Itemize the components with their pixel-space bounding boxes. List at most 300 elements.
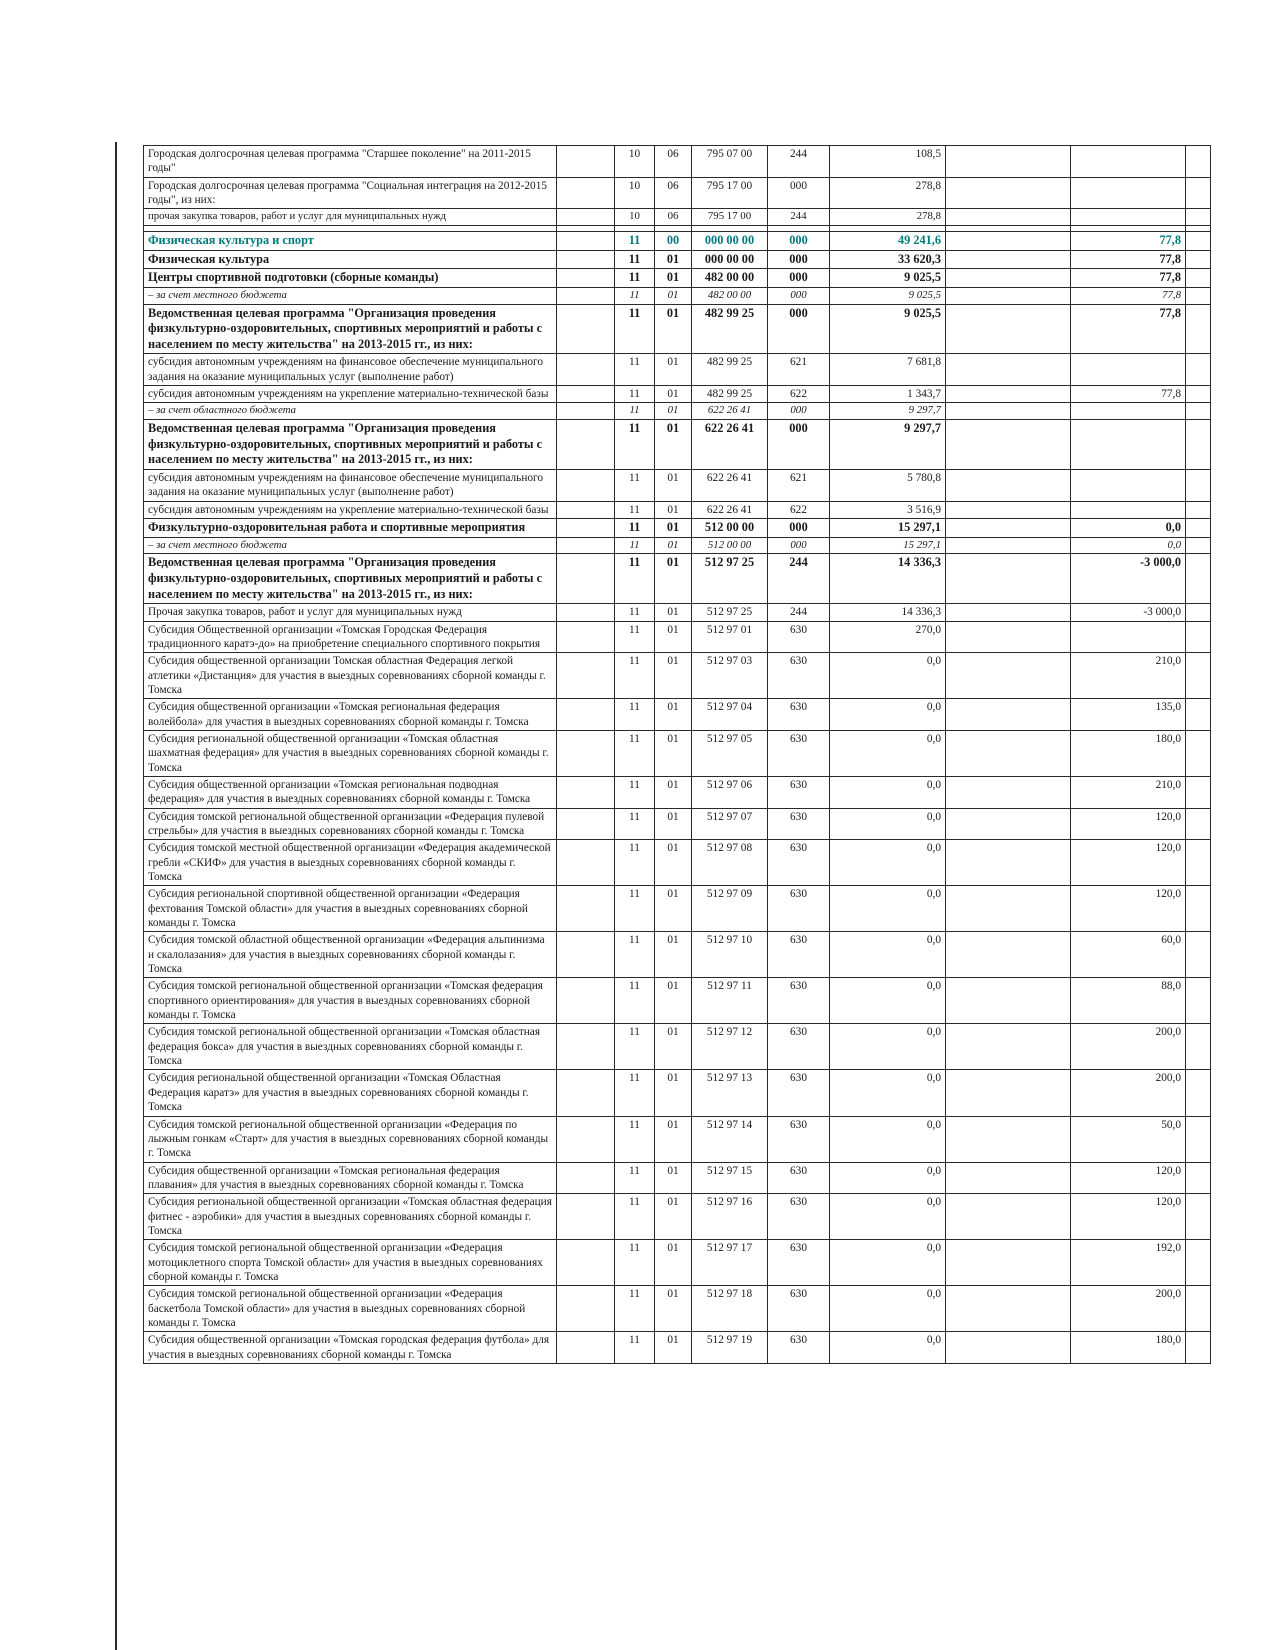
- cell-podrazdel: 01: [655, 386, 692, 403]
- cell-razdel: 11: [615, 840, 655, 886]
- cell-razdel: 10: [615, 177, 655, 209]
- table-row: [144, 1162, 1211, 1194]
- cell-blank: [557, 470, 615, 502]
- cell-cutoff: [1186, 146, 1211, 178]
- cell-expense-type: 630: [768, 808, 830, 840]
- table-row: [144, 177, 1211, 209]
- cell-razdel: 11: [615, 537, 655, 554]
- cell-razdel: 11: [615, 699, 655, 731]
- cell-sum: 0,0: [830, 886, 946, 932]
- cell-name: – за счет областного бюджета: [144, 403, 557, 420]
- cell-sum-change: [1071, 146, 1186, 178]
- cell-sum: 270,0: [830, 621, 946, 653]
- cell-podrazdel: 06: [655, 177, 692, 209]
- cell-sum-change: 180,0: [1071, 730, 1186, 776]
- cell-cutoff: [1186, 621, 1211, 653]
- cell-blank: [946, 699, 1071, 731]
- cell-blank: [557, 730, 615, 776]
- table-row: [144, 554, 1211, 604]
- cell-cutoff: [1186, 209, 1211, 226]
- table-row: [144, 730, 1211, 776]
- cell-expense-type: 630: [768, 1240, 830, 1286]
- cell-podrazdel: 01: [655, 1024, 692, 1070]
- cell-target-code: 512 97 14: [692, 1116, 768, 1162]
- cell-blank: [946, 519, 1071, 538]
- budget-table-body: [144, 146, 1211, 1364]
- budget-table-container: [143, 145, 1210, 1364]
- cell-sum-change: 77,8: [1071, 304, 1186, 354]
- cell-razdel: 11: [615, 1116, 655, 1162]
- cell-name: Субсидия региональной общественной организации «Томская областная шахматная федерация» для участия в выездных соревнованиях сборной команды г. Томска: [144, 730, 557, 776]
- cell-name: Физическая культура: [144, 250, 557, 269]
- cell-name: Субсидия общественной организации «Томская городская федерация футбола» для участия в выездных соревнованиях сборной команды г. Томска: [144, 1332, 557, 1364]
- cell-sum: 278,8: [830, 177, 946, 209]
- cell-name: Субсидия общественной организации «Томская региональная федерация плавания» для участия в выездных соревнованиях сборной команды г. Томска: [144, 1162, 557, 1194]
- cell-blank: [946, 776, 1071, 808]
- cell-cutoff: [1186, 1070, 1211, 1116]
- table-row: [144, 1286, 1211, 1332]
- cell-blank: [946, 1070, 1071, 1116]
- cell-blank: [946, 808, 1071, 840]
- cell-razdel: 11: [615, 1024, 655, 1070]
- cell-cutoff: [1186, 386, 1211, 403]
- table-row: [144, 653, 1211, 699]
- cell-target-code: 512 97 17: [692, 1240, 768, 1286]
- cell-podrazdel: 01: [655, 470, 692, 502]
- table-row: [144, 501, 1211, 518]
- cell-blank: [946, 730, 1071, 776]
- cell-cutoff: [1186, 653, 1211, 699]
- table-row: [144, 978, 1211, 1024]
- table-row: [144, 932, 1211, 978]
- cell-razdel: 11: [615, 1162, 655, 1194]
- cell-target-code: 512 97 03: [692, 653, 768, 699]
- cell-target-code: 622 26 41: [692, 470, 768, 502]
- cell-name: Ведомственная целевая программа "Организация проведения физкультурно-оздоровительных, спортивных мероприятий и работы с населением по месту жительства" на 2013-2015 гг., из них:: [144, 554, 557, 604]
- cell-expense-type: 630: [768, 1162, 830, 1194]
- cell-razdel: 10: [615, 209, 655, 226]
- cell-blank: [946, 146, 1071, 178]
- table-row: [144, 470, 1211, 502]
- cell-razdel: 11: [615, 250, 655, 269]
- cell-sum-change: 50,0: [1071, 1116, 1186, 1162]
- cell-cutoff: [1186, 886, 1211, 932]
- cell-blank: [946, 386, 1071, 403]
- cell-sum: 0,0: [830, 1162, 946, 1194]
- cell-cutoff: [1186, 537, 1211, 554]
- cell-name: субсидия автономным учреждениям на укрепление материально-технической базы: [144, 501, 557, 518]
- cell-blank: [557, 354, 615, 386]
- cell-name: Субсидия томской региональной общественной организации «Федерация мотоциклетного спорта Томской области» для участия в выездных соревнованиях сборной команды г. Томска: [144, 1240, 557, 1286]
- cell-blank: [557, 1240, 615, 1286]
- cell-name: Субсидия региональной общественной организации «Томская областная федерация фитнес - аэробики» для участия в выездных соревнованиях сборной команды г. Томска: [144, 1194, 557, 1240]
- cell-sum-change: 135,0: [1071, 699, 1186, 731]
- cell-sum-change: 200,0: [1071, 1024, 1186, 1070]
- table-row: [144, 146, 1211, 178]
- cell-target-code: 512 97 25: [692, 604, 768, 621]
- cell-blank: [946, 1286, 1071, 1332]
- cell-podrazdel: 01: [655, 1162, 692, 1194]
- cell-razdel: 10: [615, 146, 655, 178]
- cell-blank: [946, 403, 1071, 420]
- cell-podrazdel: 01: [655, 519, 692, 538]
- cell-sum: 14 336,3: [830, 604, 946, 621]
- cell-podrazdel: 01: [655, 699, 692, 731]
- cell-target-code: 622 26 41: [692, 501, 768, 518]
- cell-blank: [946, 177, 1071, 209]
- cell-blank: [946, 932, 1071, 978]
- cell-sum-change: 77,8: [1071, 269, 1186, 288]
- cell-target-code: 512 97 09: [692, 886, 768, 932]
- cell-name: прочая закупка товаров, работ и услуг для муниципальных нужд: [144, 209, 557, 226]
- cell-razdel: 11: [615, 420, 655, 470]
- cell-name: Городская долгосрочная целевая программа "Старшее поколение" на 2011-2015 годы": [144, 146, 557, 178]
- cell-blank: [557, 250, 615, 269]
- cell-blank: [557, 886, 615, 932]
- cell-podrazdel: 01: [655, 604, 692, 621]
- cell-blank: [557, 501, 615, 518]
- cell-blank: [946, 287, 1071, 304]
- cell-razdel: 11: [615, 501, 655, 518]
- cell-target-code: 482 99 25: [692, 354, 768, 386]
- cell-blank: [557, 519, 615, 538]
- table-row: [144, 519, 1211, 538]
- cell-blank: [557, 604, 615, 621]
- cell-cutoff: [1186, 470, 1211, 502]
- cell-razdel: 11: [615, 1070, 655, 1116]
- cell-target-code: 512 97 13: [692, 1070, 768, 1116]
- cell-target-code: 512 97 12: [692, 1024, 768, 1070]
- cell-blank: [557, 554, 615, 604]
- budget-table: [143, 145, 1211, 1364]
- cell-razdel: 11: [615, 519, 655, 538]
- cell-blank: [557, 621, 615, 653]
- cell-cutoff: [1186, 604, 1211, 621]
- cell-blank: [946, 621, 1071, 653]
- cell-sum: 9 025,5: [830, 304, 946, 354]
- cell-sum: 9 297,7: [830, 403, 946, 420]
- cell-blank: [946, 470, 1071, 502]
- cell-blank: [557, 420, 615, 470]
- cell-razdel: 11: [615, 1240, 655, 1286]
- cell-razdel: 11: [615, 470, 655, 502]
- cell-sum: 0,0: [830, 776, 946, 808]
- cell-blank: [557, 232, 615, 251]
- cell-target-code: 512 97 19: [692, 1332, 768, 1364]
- cell-razdel: 11: [615, 621, 655, 653]
- cell-blank: [946, 1194, 1071, 1240]
- cell-expense-type: 244: [768, 604, 830, 621]
- cell-target-code: 512 97 15: [692, 1162, 768, 1194]
- cell-razdel: 11: [615, 1194, 655, 1240]
- cell-sum-change: -3 000,0: [1071, 554, 1186, 604]
- table-row: [144, 287, 1211, 304]
- cell-blank: [557, 146, 615, 178]
- cell-podrazdel: 00: [655, 232, 692, 251]
- cell-cutoff: [1186, 269, 1211, 288]
- cell-blank: [557, 209, 615, 226]
- cell-razdel: 11: [615, 776, 655, 808]
- cell-name: Субсидия томской региональной общественной организации «Томская федерация спортивного ориентирования» для участия в выездных соревнованиях сборной команды г. Томска: [144, 978, 557, 1024]
- cell-name: Субсидия томской региональной общественной организации «Федерация пулевой стрельбы» для участия в выездных соревнованиях сборной команды г. Томска: [144, 808, 557, 840]
- cell-target-code: 000 00 00: [692, 232, 768, 251]
- cell-blank: [946, 840, 1071, 886]
- cell-sum: 0,0: [830, 978, 946, 1024]
- cell-podrazdel: 01: [655, 1332, 692, 1364]
- cell-sum-change: 77,8: [1071, 232, 1186, 251]
- cell-blank: [557, 1070, 615, 1116]
- cell-blank: [557, 1024, 615, 1070]
- cell-name: субсидия автономным учреждениям на финансовое обеспечение муниципального задания на оказание муниципальных услуг (выполнение работ): [144, 470, 557, 502]
- cell-expense-type: 630: [768, 978, 830, 1024]
- cell-expense-type: 621: [768, 470, 830, 502]
- cell-cutoff: [1186, 177, 1211, 209]
- cell-sum-change: 200,0: [1071, 1286, 1186, 1332]
- cell-blank: [946, 354, 1071, 386]
- cell-name: – за счет местного бюджета: [144, 537, 557, 554]
- cell-sum: 15 297,1: [830, 537, 946, 554]
- cell-blank: [946, 269, 1071, 288]
- cell-expense-type: 244: [768, 554, 830, 604]
- cell-cutoff: [1186, 287, 1211, 304]
- table-row: [144, 776, 1211, 808]
- cell-razdel: 11: [615, 287, 655, 304]
- table-row: [144, 403, 1211, 420]
- cell-podrazdel: 01: [655, 287, 692, 304]
- cell-blank: [557, 386, 615, 403]
- cell-sum: 0,0: [830, 1116, 946, 1162]
- table-row: [144, 1194, 1211, 1240]
- cell-blank: [946, 1240, 1071, 1286]
- cell-cutoff: [1186, 1240, 1211, 1286]
- cell-expense-type: 000: [768, 177, 830, 209]
- cell-target-code: 622 26 41: [692, 420, 768, 470]
- cell-podrazdel: 01: [655, 932, 692, 978]
- cell-razdel: 11: [615, 1286, 655, 1332]
- cell-name: Субсидия томской местной общественной организации «Федерация академической гребли «СКИФ» для участия в выездных соревнованиях сборной команды г. Томска: [144, 840, 557, 886]
- cell-expense-type: 000: [768, 287, 830, 304]
- cell-sum-change: 200,0: [1071, 1070, 1186, 1116]
- cell-podrazdel: 01: [655, 1194, 692, 1240]
- cell-blank: [557, 304, 615, 354]
- cell-sum-change: 120,0: [1071, 886, 1186, 932]
- cell-expense-type: 622: [768, 386, 830, 403]
- cell-target-code: 512 97 01: [692, 621, 768, 653]
- cell-blank: [557, 403, 615, 420]
- cell-target-code: 795 17 00: [692, 209, 768, 226]
- cell-razdel: 11: [615, 886, 655, 932]
- cell-podrazdel: 01: [655, 840, 692, 886]
- cell-sum-change: 210,0: [1071, 653, 1186, 699]
- cell-razdel: 11: [615, 403, 655, 420]
- cell-target-code: 512 00 00: [692, 537, 768, 554]
- cell-blank: [946, 209, 1071, 226]
- cell-blank: [946, 232, 1071, 251]
- cell-blank: [557, 932, 615, 978]
- cell-sum: 0,0: [830, 1070, 946, 1116]
- cell-sum-change: 210,0: [1071, 776, 1186, 808]
- cell-name: Центры спортивной подготовки (сборные команды): [144, 269, 557, 288]
- cell-expense-type: 000: [768, 537, 830, 554]
- cell-sum-change: 77,8: [1071, 386, 1186, 403]
- cell-expense-type: 000: [768, 420, 830, 470]
- cell-podrazdel: 06: [655, 146, 692, 178]
- cell-name: Субсидия томской региональной общественной организации «Федерация по лыжным гонкам «Старт» для участия в выездных соревнованиях сборной команды г. Томска: [144, 1116, 557, 1162]
- cell-sum: 9 297,7: [830, 420, 946, 470]
- cell-cutoff: [1186, 501, 1211, 518]
- cell-sum-change: [1071, 209, 1186, 226]
- cell-cutoff: [1186, 1116, 1211, 1162]
- cell-sum: 0,0: [830, 808, 946, 840]
- cell-expense-type: 630: [768, 840, 830, 886]
- table-row: [144, 604, 1211, 621]
- cell-podrazdel: 01: [655, 537, 692, 554]
- cell-expense-type: 630: [768, 932, 830, 978]
- cell-blank: [557, 840, 615, 886]
- table-row: [144, 621, 1211, 653]
- cell-target-code: 512 97 18: [692, 1286, 768, 1332]
- cell-expense-type: 622: [768, 501, 830, 518]
- cell-sum: 108,5: [830, 146, 946, 178]
- table-row: [144, 232, 1211, 251]
- cell-blank: [557, 1162, 615, 1194]
- cell-cutoff: [1186, 403, 1211, 420]
- cell-razdel: 11: [615, 604, 655, 621]
- cell-sum: 0,0: [830, 699, 946, 731]
- cell-expense-type: 630: [768, 1286, 830, 1332]
- cell-blank: [946, 886, 1071, 932]
- cell-target-code: 512 97 05: [692, 730, 768, 776]
- cell-target-code: 482 00 00: [692, 287, 768, 304]
- cell-podrazdel: 01: [655, 776, 692, 808]
- table-row: [144, 1240, 1211, 1286]
- cell-sum: 0,0: [830, 653, 946, 699]
- cell-blank: [946, 420, 1071, 470]
- table-row: [144, 354, 1211, 386]
- cell-cutoff: [1186, 932, 1211, 978]
- cell-blank: [557, 287, 615, 304]
- cell-sum-change: 192,0: [1071, 1240, 1186, 1286]
- cell-blank: [946, 978, 1071, 1024]
- cell-blank: [946, 1024, 1071, 1070]
- cell-blank: [557, 978, 615, 1024]
- table-row: [144, 304, 1211, 354]
- cell-target-code: 482 00 00: [692, 269, 768, 288]
- cell-razdel: 11: [615, 386, 655, 403]
- cell-blank: [557, 653, 615, 699]
- cell-podrazdel: 01: [655, 354, 692, 386]
- cell-target-code: 482 99 25: [692, 386, 768, 403]
- cell-sum-change: [1071, 354, 1186, 386]
- cell-sum-change: 0,0: [1071, 519, 1186, 538]
- cell-expense-type: 000: [768, 403, 830, 420]
- cell-sum: 0,0: [830, 1194, 946, 1240]
- cell-target-code: 512 97 16: [692, 1194, 768, 1240]
- cell-blank: [946, 604, 1071, 621]
- cell-cutoff: [1186, 1162, 1211, 1194]
- cell-podrazdel: 01: [655, 978, 692, 1024]
- cell-sum: 278,8: [830, 209, 946, 226]
- cell-podrazdel: 01: [655, 501, 692, 518]
- cell-expense-type: 630: [768, 1070, 830, 1116]
- cell-expense-type: 000: [768, 519, 830, 538]
- cell-razdel: 11: [615, 808, 655, 840]
- cell-blank: [946, 1332, 1071, 1364]
- cell-podrazdel: 06: [655, 209, 692, 226]
- cell-name: Субсидия региональной спортивной общественной организации «Федерация фехтования Томской области» для участия в выездных соревнованиях сборной команды г. Томска: [144, 886, 557, 932]
- cell-podrazdel: 01: [655, 420, 692, 470]
- cell-blank: [946, 554, 1071, 604]
- table-row: [144, 250, 1211, 269]
- cell-cutoff: [1186, 519, 1211, 538]
- cell-cutoff: [1186, 554, 1211, 604]
- cell-name: Субсидия томской региональной общественной организации «Федерация баскетбола Томской области» для участия в выездных соревнованиях сборной команды г. Томска: [144, 1286, 557, 1332]
- cell-target-code: 512 97 10: [692, 932, 768, 978]
- cell-target-code: 795 17 00: [692, 177, 768, 209]
- cell-target-code: 512 97 04: [692, 699, 768, 731]
- cell-sum-change: [1071, 420, 1186, 470]
- cell-razdel: 11: [615, 232, 655, 251]
- cell-expense-type: 630: [768, 776, 830, 808]
- cell-expense-type: 000: [768, 250, 830, 269]
- cell-sum-change: [1071, 621, 1186, 653]
- cell-podrazdel: 01: [655, 808, 692, 840]
- cell-sum-change: 0,0: [1071, 537, 1186, 554]
- cell-name: Субсидия томской областной общественной организации «Федерация альпинизма и скалолазания» для участия в выездных соревнованиях сборной команды г. Томска: [144, 932, 557, 978]
- cell-target-code: 512 97 25: [692, 554, 768, 604]
- cell-target-code: 512 00 00: [692, 519, 768, 538]
- cell-sum-change: [1071, 403, 1186, 420]
- cell-razdel: 11: [615, 932, 655, 978]
- table-row: [144, 808, 1211, 840]
- cell-cutoff: [1186, 808, 1211, 840]
- cell-blank: [946, 653, 1071, 699]
- cell-sum-change: 77,8: [1071, 287, 1186, 304]
- cell-cutoff: [1186, 1024, 1211, 1070]
- cell-expense-type: 630: [768, 1194, 830, 1240]
- cell-blank: [946, 501, 1071, 518]
- cell-name: Субсидия Общественной организации «Томская Городская Федерация традиционного каратэ-до» на приобретение специального спортивного покрытия: [144, 621, 557, 653]
- cell-razdel: 11: [615, 304, 655, 354]
- cell-podrazdel: 01: [655, 621, 692, 653]
- cell-blank: [557, 699, 615, 731]
- cell-expense-type: 000: [768, 269, 830, 288]
- cell-sum-change: [1071, 177, 1186, 209]
- cell-podrazdel: 01: [655, 730, 692, 776]
- cell-blank: [557, 1332, 615, 1364]
- cell-expense-type: 630: [768, 653, 830, 699]
- table-row: [144, 1116, 1211, 1162]
- cell-name: Ведомственная целевая программа "Организация проведения физкультурно-оздоровительных, спортивных мероприятий и работы с населением по месту жительства" на 2013-2015 гг., из них:: [144, 304, 557, 354]
- cell-target-code: 482 99 25: [692, 304, 768, 354]
- cell-sum: 15 297,1: [830, 519, 946, 538]
- cell-expense-type: 000: [768, 232, 830, 251]
- cell-name: Субсидия общественной организации Томская областная Федерация легкой атлетики «Дистанция» для участия в выездных соревнованиях сборной команды г. Томска: [144, 653, 557, 699]
- cell-blank: [557, 269, 615, 288]
- cell-blank: [557, 776, 615, 808]
- cell-sum-change: 60,0: [1071, 932, 1186, 978]
- cell-blank: [557, 1194, 615, 1240]
- cell-target-code: 622 26 41: [692, 403, 768, 420]
- cell-name: Физкультурно-оздоровительная работа и спортивные мероприятия: [144, 519, 557, 538]
- cell-podrazdel: 01: [655, 304, 692, 354]
- cell-name: Городская долгосрочная целевая программа "Социальная интеграция на 2012-2015 годы", из них:: [144, 177, 557, 209]
- cell-name: Субсидия общественной организации «Томская региональная федерация волейбола» для участия в выездных соревнованиях сборной команды г. Томска: [144, 699, 557, 731]
- cell-blank: [946, 537, 1071, 554]
- cell-name: Субсидия региональной общественной организации «Томская Областная Федерация каратэ» для участия в выездных соревнованиях сборной команды г. Томска: [144, 1070, 557, 1116]
- table-row: [144, 1024, 1211, 1070]
- cell-sum-change: 180,0: [1071, 1332, 1186, 1364]
